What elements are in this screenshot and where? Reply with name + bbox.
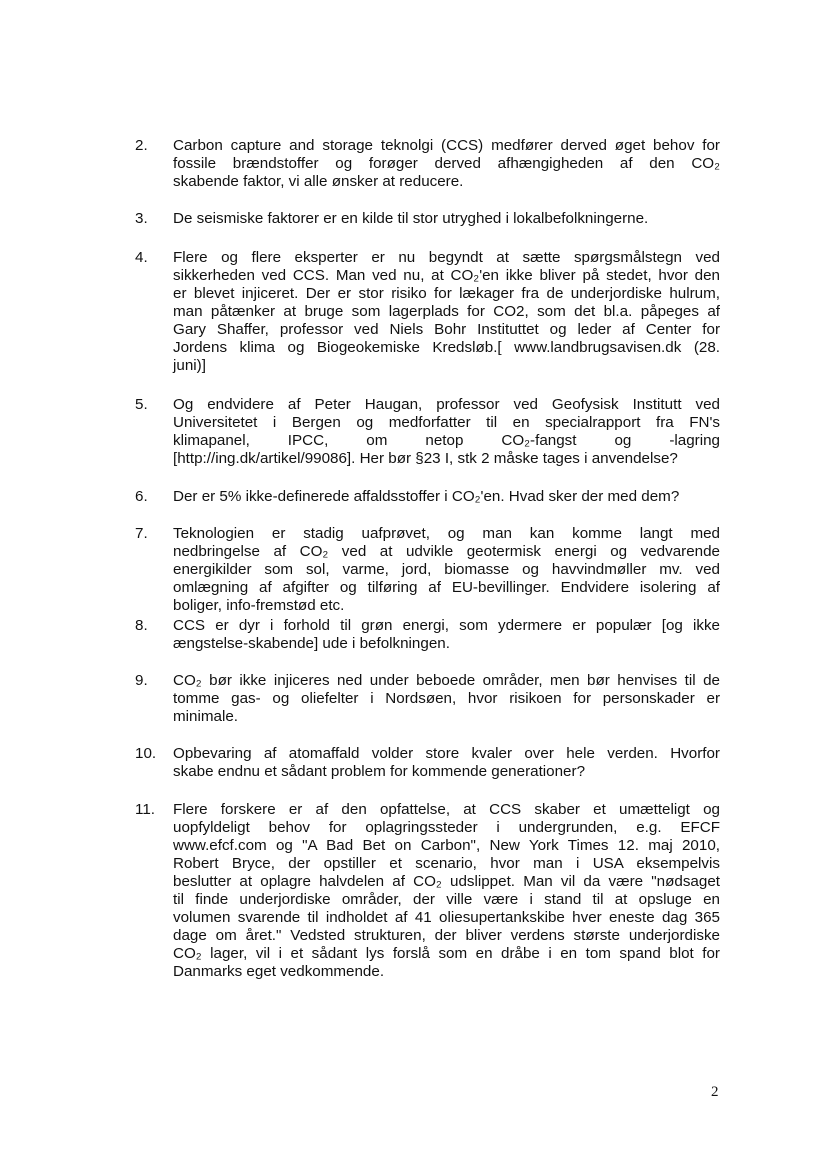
text-line: sikkerheden ved CCS. Man ved nu, at CO₂'en ikke bliver på stedet, hvor den — [173, 267, 720, 284]
text-line: dage om året." Vedsted strukturen, der bliver verdens største underjordiske — [173, 927, 720, 944]
list-item-6 — [135, 488, 720, 506]
list-item-11 — [135, 801, 720, 981]
list-item-text — [173, 672, 720, 726]
text-line: Gary Shaffer, professor ved Niels Bohr Instituttet og leder af Center for — [173, 321, 720, 338]
text-line: CO₂ bør ikke injiceres ned under beboede områder, men bør henvises til de — [173, 672, 720, 689]
text-line: er blevet injiceret. Der er stor risiko for lækager fra de underjordiske hulrum, — [173, 285, 720, 302]
text-line: Carbon capture and storage teknolgi (CCS) medfører derved øget behov for — [173, 137, 720, 154]
list-item-text — [173, 525, 720, 615]
text-line: De seismiske faktorer er en kilde til stor utryghed i lokalbefolkningerne. — [173, 210, 649, 227]
text-line: CCS er dyr i forhold til grøn energi, som ydermere er populær [og ikke — [173, 617, 720, 634]
list-item-text — [173, 488, 720, 506]
list-item-text — [173, 210, 720, 228]
list-number: 10. — [135, 745, 157, 762]
text-line: nedbringelse af CO₂ ved at udvikle geotermisk energi og vedvarende — [173, 543, 720, 560]
text-line: Flere og flere eksperter er nu begyndt at sætte spørgsmålstegn ved — [173, 249, 720, 266]
text-line: Danmarks eget vedkommende. — [173, 963, 385, 980]
text-line: beslutter at oplagre halvdelen af CO₂ udslippet. Man vil da være "nødsaget — [173, 873, 720, 890]
text-line: uopfyldeligt behov for oplagringssteder i undergrunden, e.g. EFCF — [173, 819, 720, 836]
list-number: 9. — [135, 672, 148, 689]
list-number: 5. — [135, 396, 148, 413]
list-item-text — [173, 396, 720, 468]
list-item-7 — [135, 525, 720, 615]
text-line: juni)] — [173, 357, 206, 374]
text-line: Universitetet i Bergen og medforfatter til en specialrapport fra FN's — [173, 414, 720, 431]
list-item-text — [173, 745, 720, 781]
list-number: 6. — [135, 488, 148, 505]
text-line: Opbevaring af atomaffald volder store kvaler over hele verden. Hvorfor — [173, 745, 720, 762]
text-line: tomme gas- og oliefelter i Nordsøen, hvor risikoen for personskader er — [173, 690, 720, 707]
text-line link-line[interactable]: Jordens klima og Biogeokemiske Kredsløb.[ www.landbrugsavisen.dk (28. — [173, 339, 720, 356]
text-line: skabende faktor, vi alle ønsker at reducere. — [173, 173, 464, 190]
page-number: 2 — [711, 1084, 719, 1100]
text-line: omlægning af afgifter og tilføring af EU-bevillinger. Endvidere isolering af — [173, 579, 720, 596]
list-item-text — [173, 617, 720, 653]
text-line: Der er 5% ikke-definerede affaldsstoffer i CO₂'en. Hvad sker der med dem? — [173, 488, 680, 505]
list-item-8 — [135, 617, 720, 653]
list-number: 3. — [135, 210, 148, 227]
list-item-5 — [135, 396, 720, 468]
text-line: ængstelse-skabende] ude i befolkningen. — [173, 635, 450, 652]
text-line: til finde underjordiske områder, der ville være i stand til at opsluge en — [173, 891, 720, 908]
text-line link-line[interactable]: [http://ing.dk/artikel/99086]. Her bør §23 I, stk 2 måske tages i anvendelse? — [173, 450, 678, 467]
list-item-text — [173, 137, 720, 191]
list-item-4 — [135, 249, 720, 375]
text-line link-line[interactable]: www.efcf.com og "A Bad Bet on Carbon", New York Times 12. maj 2010, — [173, 837, 720, 854]
text-line: energikilder som sol, varme, jord, biomasse og havvindmøller mv. ved — [173, 561, 720, 578]
text-line: Teknologien er stadig uafprøvet, og man kan komme langt med — [173, 525, 720, 542]
list-number: 11. — [135, 801, 155, 818]
text-line: man påtænker at bruge som lagerplads for CO2, som det bl.a. påpeges af — [173, 303, 720, 320]
list-item-text — [173, 801, 720, 981]
list-number: 7. — [135, 525, 148, 542]
list-number: 2. — [135, 137, 148, 154]
list-item-9 — [135, 672, 720, 726]
text-line: skabe endnu et sådant problem for kommende generationer? — [173, 763, 586, 780]
text-line: minimale. — [173, 708, 238, 725]
list-item-2 — [135, 137, 720, 191]
list-item-10 — [135, 745, 720, 781]
text-line: Og endvidere af Peter Haugan, professor ved Geofysisk Institutt ved — [173, 396, 720, 413]
text-line: CO₂ lager, vil i et sådant lys forslå som en dråbe i en tom spand blot for — [173, 945, 720, 962]
text-line: boliger, info-fremstød etc. — [173, 597, 345, 614]
list-item-text — [173, 249, 720, 375]
text-line: Robert Bryce, der opstiller et scenario, hvor man i USA eksempelvis — [173, 855, 720, 872]
text-line: volumen svarende til indholdet af 41 oliesupertankskibe hver eneste dag 365 — [173, 909, 720, 926]
text-line: klimapanel, IPCC, om netop CO₂-fangst og -lagring — [173, 432, 720, 449]
list-item-3 — [135, 210, 720, 228]
text-line: fossile brændstoffer og forøger derved afhængigheden af den CO₂ — [173, 155, 720, 172]
text-line: Flere forskere er af den opfattelse, at CCS skaber et umætteligt og — [173, 801, 720, 818]
list-number: 8. — [135, 617, 148, 634]
list-number: 4. — [135, 249, 148, 266]
